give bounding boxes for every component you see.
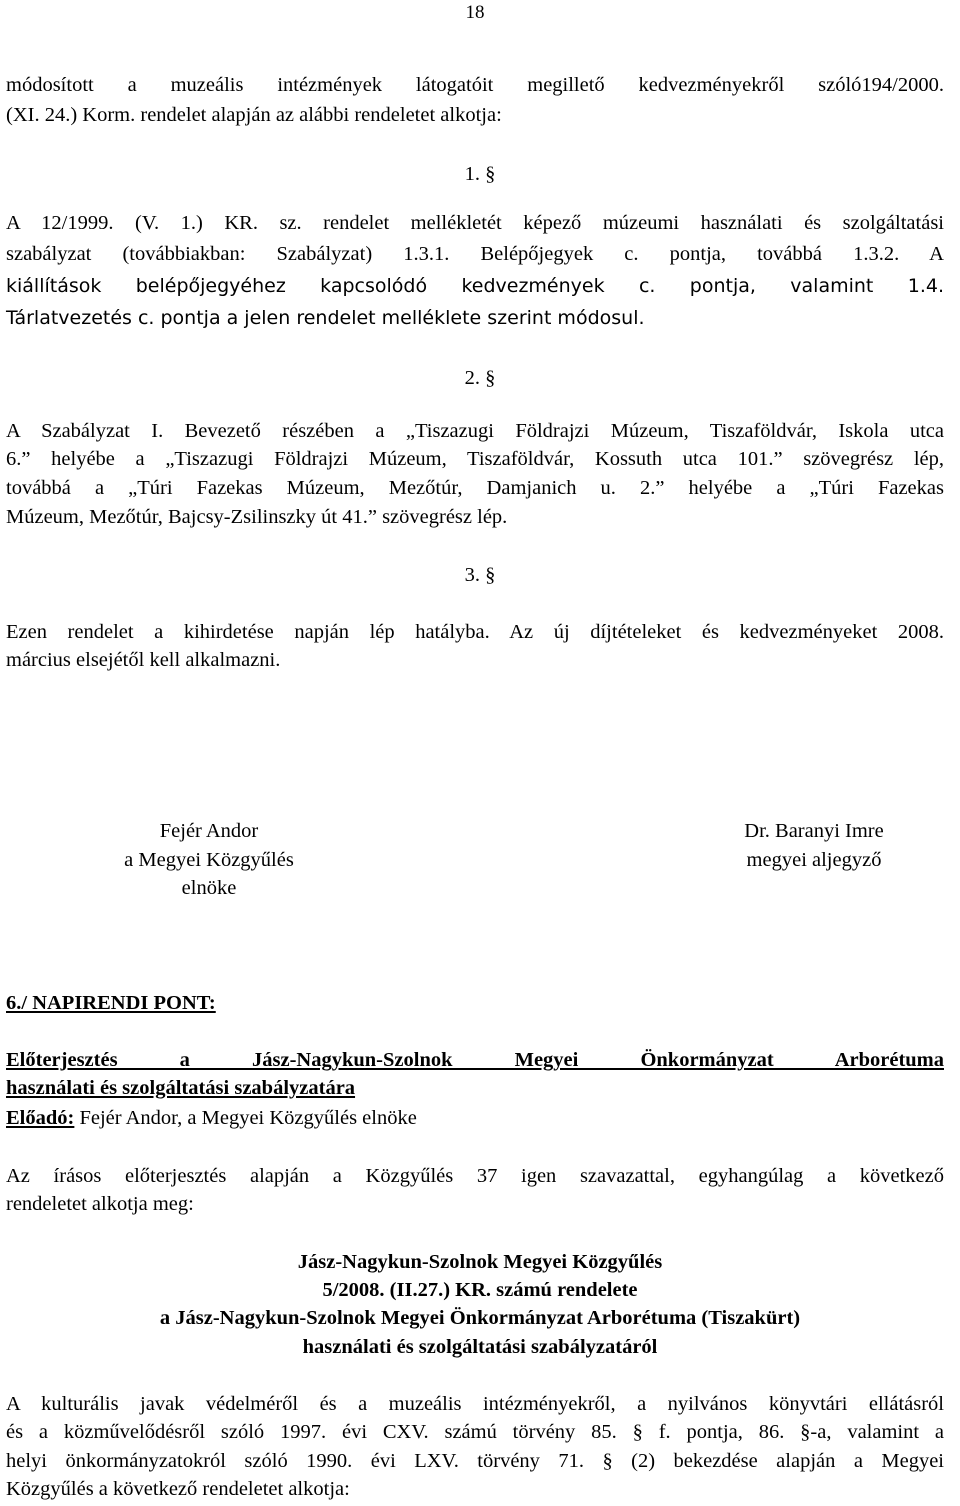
signer-role: elnöke — [181, 877, 237, 899]
presenter-text: Fejér Andor, a Megyei Közgyűlés elnöke — [74, 1107, 417, 1129]
paragraph-line: szabályzat (továbbiakban: Szabályzat) 1.3.1. Belépőjegyek c. pontja, továbbá 1.3.2. A — [6, 243, 944, 265]
paragraph-line: Tárlatvezetés c. pontja a jelen rendelet melléklete szerint módosul. — [6, 307, 645, 329]
paragraph-line: és a közművelődésről szóló 1997. évi CXV. számú törvény 85. § f. pontja, 86. §-a, valamint a — [6, 1421, 944, 1443]
agenda-heading: 6./ NAPIRENDI PONT: — [6, 992, 216, 1014]
signer-role: megyei aljegyző — [746, 848, 882, 871]
paragraph-line: A 12/1999. (V. 1.) KR. sz. rendelet mellékletét képező múzeumi használati és szolgáltatási — [6, 212, 944, 234]
paragraph-line: 6.” helyébe a „Tiszazugi Földrajzi Múzeum, Tiszaföldvár, Kossuth utca 101.” szövegrész lép, — [6, 448, 944, 470]
paragraph-line: Múzeum, Mezőtúr, Bajcsy-Zsilinszky út 41.” szövegrész lép. — [6, 506, 508, 528]
paragraph-line: A Szabályzat I. Bevezető részében a „Tiszazugi Földrajzi Múzeum, Tiszaföldvár, Iskola utca — [6, 420, 944, 442]
agenda-title: használati és szolgáltatási szabályzatára — [6, 1077, 356, 1099]
decree-subject: használati és szolgáltatási szabályzatáról — [302, 1336, 658, 1358]
signer-name: Dr. Baranyi Imre — [744, 820, 884, 842]
paragraph-line: kiállítások belépőjegyéhez kapcsolódó kedvezmények c. pontja, valamint 1.4. — [6, 275, 944, 297]
page-number: 18 — [465, 2, 485, 23]
decree-number: 5/2008. (II.27.) KR. számú rendelete — [322, 1279, 638, 1301]
paragraph-line: helyi önkormányzatokról szóló 1990. évi LXV. törvény 71. § (2) bekezdése alapján a Megyei — [6, 1450, 944, 1472]
vote-line: Az írásos előterjesztés alapján a Közgyűlés 37 igen szavazattal, egyhangúlag a következő — [6, 1165, 944, 1187]
signature-left — [64, 817, 354, 903]
agenda-title: Előterjesztés a Jász-Nagykun-Szolnok Megyei Önkormányzat Arborétuma — [6, 1049, 944, 1071]
presenter-label: Előadó: — [6, 1107, 75, 1129]
decree-title: Jász-Nagykun-Szolnok Megyei Közgyűlés — [297, 1251, 663, 1273]
paragraph-line: Ezen rendelet a kihirdetése napján lép hatályba. Az új díjtételeket és kedvezményeket 2008. — [6, 621, 944, 643]
paragraph-line: módosított a muzeális intézmények látogatóit megillető kedvezményekről szóló194/2000. — [6, 74, 944, 96]
signature-right — [684, 817, 944, 874]
paragraph-line: (XI. 24.) Korm. rendelet alapján az alábbi rendeletet alkotja: — [6, 104, 502, 126]
signer-name: Fejér Andor — [159, 820, 259, 842]
section-3-heading: 3. § — [464, 564, 496, 586]
section-2-heading: 2. § — [464, 367, 496, 389]
decree-subject: a Jász-Nagykun-Szolnok Megyei Önkormányzat Arborétuma (Tiszakürt) — [159, 1307, 801, 1329]
presenter-line — [6, 1105, 944, 1131]
paragraph-line: március elsejétől kell alkalmazni. — [6, 649, 281, 671]
signer-role: a Megyei Közgyűlés — [124, 848, 294, 871]
section-1-heading: 1. § — [464, 163, 496, 185]
paragraph-line: továbbá a „Túri Fazekas Múzeum, Mezőtúr, Damjanich u. 2.” helyébe a „Túri Fazekas — [6, 477, 944, 499]
paragraph-line: A kulturális javak védelméről és a muzeális intézményekről, a nyilvános könyvtári ellátásról — [6, 1393, 944, 1415]
vote-line: rendeletet alkotja meg: — [6, 1193, 194, 1215]
paragraph-line: Közgyűlés a következő rendeletet alkotja: — [6, 1478, 350, 1500]
